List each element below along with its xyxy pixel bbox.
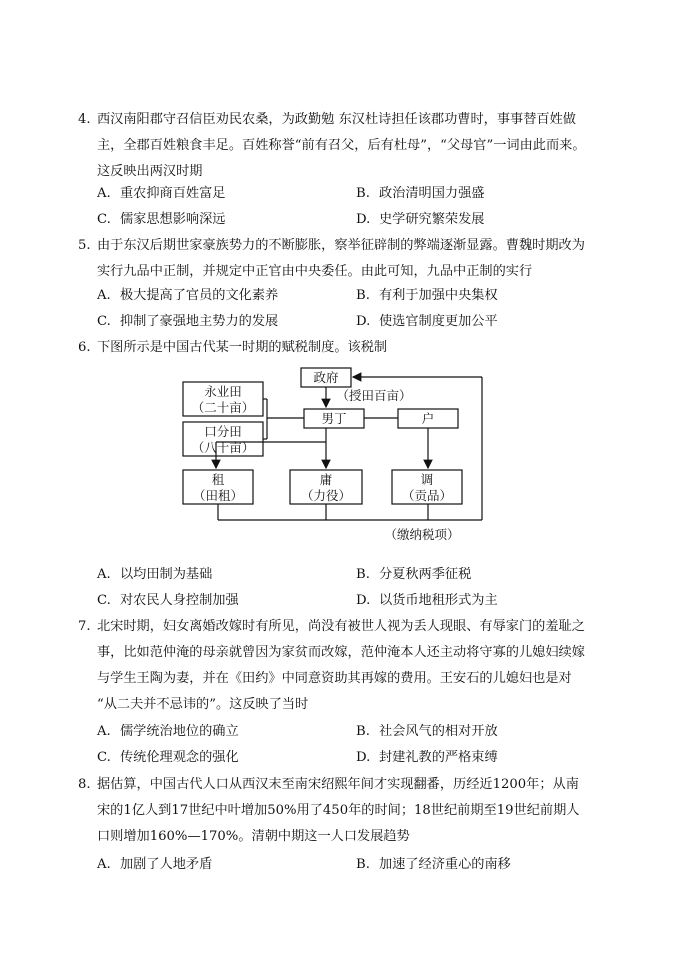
- question-number: 5.: [78, 238, 91, 253]
- question-7: [78, 614, 623, 718]
- option-b[interactable]: B. 政治清明国力强盛: [356, 186, 485, 201]
- question-text-line: 实行九品中正制，并规定中正官由中央委任。由此可知，九品中正制的实行: [97, 264, 533, 279]
- question-number: 8.: [78, 777, 91, 792]
- yongye-area-label: （二十亩）: [191, 400, 255, 415]
- option-c[interactable]: C. 儒家思想影响深远: [97, 212, 226, 227]
- option-a[interactable]: A. 加剧了人地矛盾: [97, 857, 213, 872]
- option-c[interactable]: C. 对农民人身控制加强: [97, 593, 239, 608]
- question-text-line: 宋的1亿人到17世纪中叶增加50%用了450年的时间；18世纪前期至19世纪前期人: [97, 803, 580, 818]
- option-c[interactable]: C. 抑制了豪强地主势力的发展: [97, 314, 279, 329]
- tax-system-diagram: [170, 362, 510, 552]
- question-text-line: 北宋时期，妇女离婚改嫁时有所见，尚没有被世人视为丢人现眼、有辱家门的羞耻之: [97, 619, 585, 634]
- question-number: 6.: [78, 340, 91, 355]
- option-d[interactable]: D. 史学研究繁荣发展: [356, 212, 485, 227]
- question-text-line: 主，全郡百姓粮食丰足。百姓称誉“前有召父，后有杜母”，“父母官”一词由此而来。: [97, 138, 586, 153]
- option-b[interactable]: B. 社会风气的相对开放: [356, 724, 498, 739]
- government-label: 政府: [313, 370, 339, 385]
- option-a[interactable]: A. 重农抑商百姓富足: [97, 186, 226, 201]
- question-4: [78, 107, 623, 185]
- question-number: 4.: [78, 112, 91, 127]
- male-label: 男丁: [321, 411, 347, 426]
- question-number: 7.: [78, 619, 91, 634]
- option-d[interactable]: D. 以货币地租形式为主: [356, 593, 498, 608]
- question-5: [78, 233, 623, 285]
- question-text-line: 这反映出两汉时期: [97, 164, 203, 179]
- diao-label: 调: [420, 472, 434, 487]
- yong-desc-label: （力役）: [300, 488, 352, 503]
- zu-label: 租: [211, 472, 225, 487]
- question-text-line: “从二夫并不忌讳的”。这反映了当时: [97, 697, 309, 712]
- option-b[interactable]: B. 加速了经济重心的南移: [356, 857, 511, 872]
- question-6: [78, 335, 623, 361]
- option-c[interactable]: C. 传统伦理观念的强化: [97, 750, 239, 765]
- koufen-label: 口分田: [204, 424, 242, 439]
- yong-label: 庸: [319, 472, 333, 487]
- question-text-line: 西汉南阳郡守召信臣劝民农桑，为政勤勉 东汉杜诗担任该郡功曹时，事事替百姓做: [97, 112, 576, 127]
- option-a[interactable]: A. 以均田制为基础: [97, 567, 213, 582]
- koufen-area-label: （八十亩）: [191, 440, 255, 455]
- household-label: 户: [421, 411, 435, 426]
- question-text-line: 与学生王陶为妻，并在《田约》中同意资助其再嫁的费用。王安石的儿媳妇也是对: [97, 671, 572, 686]
- yongye-label: 永业田: [204, 384, 242, 399]
- option-a[interactable]: A. 极大提高了官员的文化素养: [97, 288, 279, 303]
- option-b[interactable]: B. 分夏秋两季征税: [356, 567, 472, 582]
- pay-taxes-label: （缴纳税项）: [384, 527, 460, 542]
- zu-desc-label: （田租）: [192, 488, 244, 503]
- diao-desc-label: （贡品）: [401, 488, 453, 503]
- question-text-line: 口则增加160%—170%。清朝中期这一人口发展趋势: [97, 829, 410, 844]
- question-text-line: 下图所示是中国古代某一时期的赋税制度。该税制: [97, 340, 388, 355]
- option-a[interactable]: A. 儒学统治地位的确立: [97, 724, 239, 739]
- question-8: [78, 772, 623, 850]
- question-text-line: 据估算，中国古代人口从西汉末至南宋绍熙年间才实现翻番，历经近1200年；从南: [97, 777, 579, 792]
- option-d[interactable]: D. 封建礼教的严格束缚: [356, 750, 498, 765]
- option-d[interactable]: D. 使选官制度更加公平: [356, 314, 498, 329]
- grant-label: （授田百亩）: [336, 388, 412, 403]
- question-text-line: 由于东汉后期世家豪族势力的不断膨胀，察举征辟制的弊端逐渐显露。曹魏时期改为: [97, 238, 585, 253]
- question-text-line: 事，比如范仲淹的母亲就曾因为家贫而改嫁，范仲淹本人还主动将守寡的儿媳妇续嫁: [97, 645, 585, 660]
- option-b[interactable]: B. 有利于加强中央集权: [356, 288, 498, 303]
